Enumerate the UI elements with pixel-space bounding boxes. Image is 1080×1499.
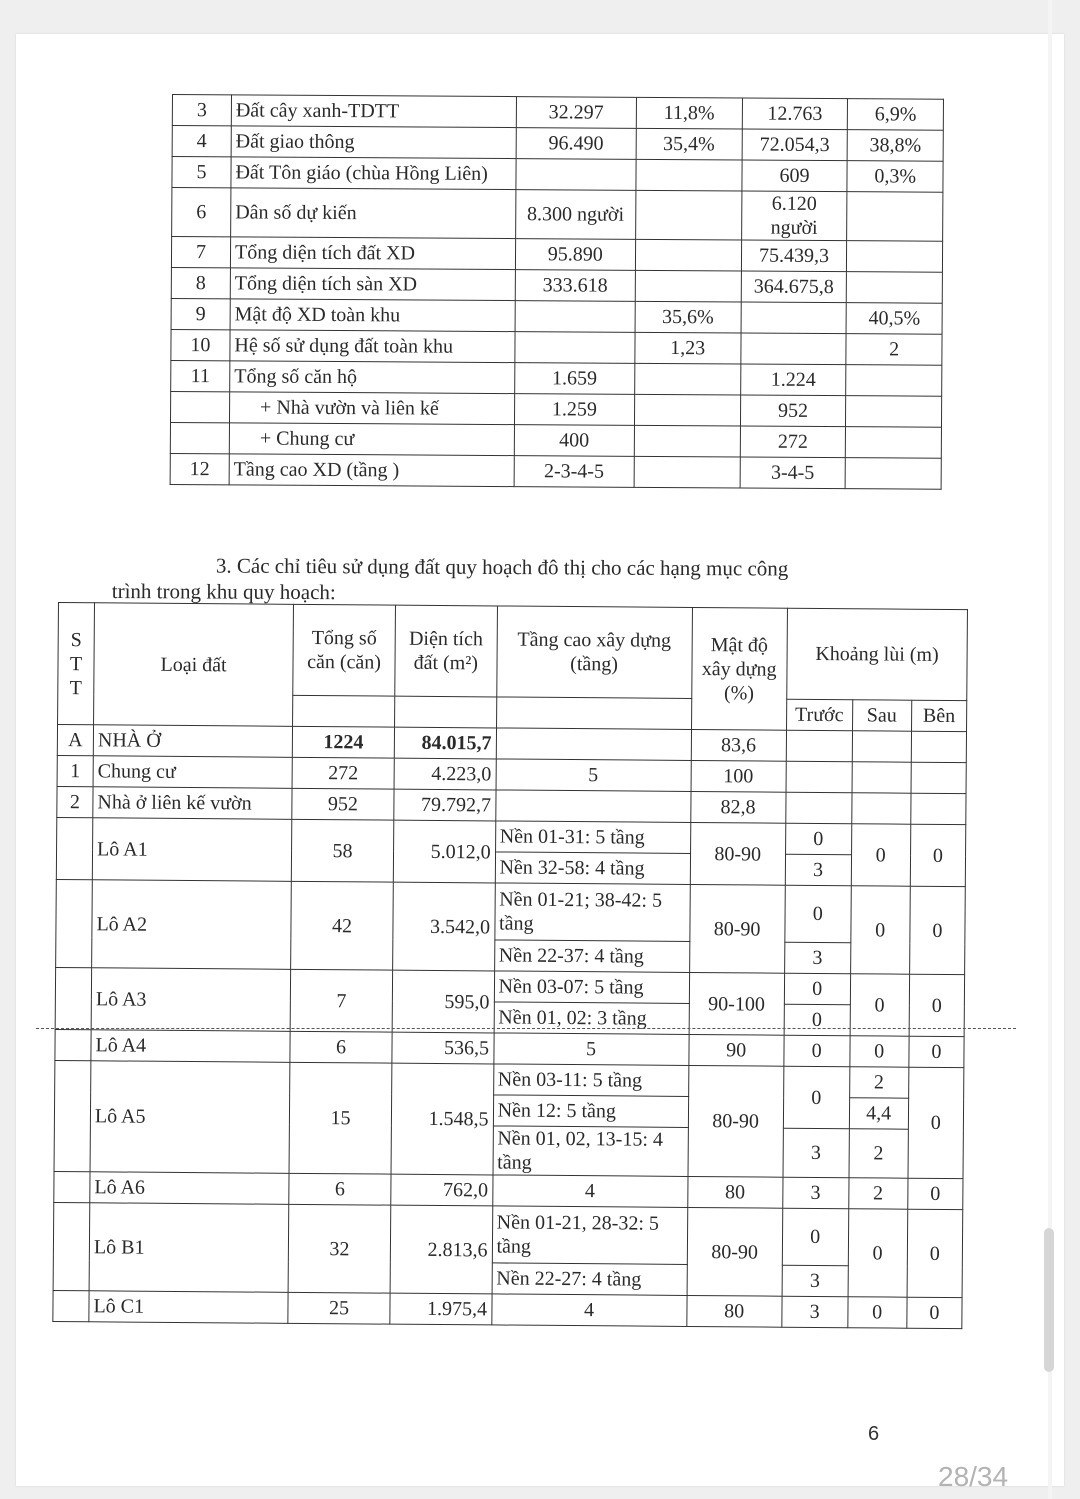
empty-cell: [55, 967, 92, 1029]
summary-row: [170, 422, 941, 458]
summary-cell-v1: 333.618: [515, 270, 635, 302]
summary-cell-v2: 72.054,3: [742, 129, 848, 161]
summary-cell-stt: 7: [171, 237, 230, 268]
lot-row: [57, 817, 966, 855]
summary-cell-label: Tổng diện tích đất XD: [230, 237, 515, 270]
lot-area: 1.975,4: [390, 1293, 492, 1325]
empty-cell: [54, 1171, 90, 1202]
empty-cell: [56, 817, 93, 879]
summary-row: [172, 95, 943, 131]
summary-cell-v2: [740, 333, 846, 365]
page-counter: 28/34: [938, 1461, 1009, 1492]
strike-line: [36, 1028, 1016, 1029]
group-cell-floors: 5: [496, 759, 691, 792]
lot-units: 58: [292, 819, 394, 882]
lot-sau: 0: [849, 1036, 909, 1067]
lot-row: [55, 1060, 964, 1098]
summary-cell-p1: [634, 456, 740, 488]
header-mat-do: Mật độ xây dựng (%): [691, 607, 787, 730]
lot-density: 80-90: [687, 1207, 783, 1296]
group-cell-density: 82,8: [690, 791, 786, 823]
lot-floors: 4: [491, 1294, 686, 1327]
lot-truoc: 0: [784, 1035, 850, 1067]
summary-cell-p2: [847, 272, 943, 304]
summary-cell-label: Đất cây xanh-TDTT: [231, 95, 516, 128]
lot-sau: 0: [851, 824, 911, 886]
header-khoang-lui: Khoảng lùi (m): [787, 608, 968, 700]
summary-cell-v1: 400: [514, 425, 634, 457]
lot-truoc: 0: [785, 885, 851, 943]
summary-cell-p1: 11,8%: [636, 97, 742, 129]
lot-sau: 0: [850, 974, 910, 1036]
lot-sau: 2: [849, 1129, 909, 1178]
scrollbar-thumb[interactable]: [1044, 1228, 1054, 1372]
summary-cell-v1: 8.300 người: [515, 190, 635, 240]
group-cell-density: 100: [691, 760, 787, 792]
summary-cell-v2: 272: [740, 426, 846, 458]
lot-name: Lô A2: [92, 880, 292, 970]
lot-sau: 0: [848, 1209, 908, 1297]
section-heading-line1: 3. Các chỉ tiêu sử dụng đất quy hoạch đô thị cho các hạng mục công: [215, 553, 789, 581]
lot-truoc: 3: [783, 1177, 849, 1209]
empty-cell: [53, 1202, 90, 1290]
summary-cell-label: Tổng diện tích sàn XD: [230, 268, 515, 301]
header-loai-dat: Loại đất: [94, 603, 294, 727]
lot-floors: Nền 03-11: 5 tầng: [493, 1064, 688, 1097]
group-cell-area: 84.015,7: [394, 727, 496, 759]
summary-cell-p2: [845, 458, 941, 490]
summary-cell-v1: 96.490: [516, 128, 636, 160]
empty-cell: [55, 1029, 91, 1060]
page-number: 6: [868, 1423, 880, 1445]
header-spacer: [293, 695, 395, 727]
group-cell-area: 4.223,0: [394, 758, 496, 790]
empty-cell: [53, 1290, 89, 1321]
empty-cell: [54, 1060, 91, 1171]
summary-cell-v2: 952: [740, 395, 846, 427]
lot-ben: 0: [907, 1297, 962, 1328]
lot-floors: Nền 01-21, 28-32: 5 tầng: [492, 1206, 687, 1265]
summary-cell-p2: 6,9%: [848, 99, 944, 131]
lot-density: 80-90: [688, 1065, 784, 1177]
lot-name: Lô A4: [91, 1030, 290, 1063]
summary-row: [172, 157, 943, 193]
summary-cell-v1: [516, 159, 636, 191]
lot-truoc: 0: [782, 1208, 848, 1266]
lot-truoc: 0: [784, 1004, 850, 1036]
lot-units: 15: [289, 1062, 392, 1174]
header-sau: Sau: [852, 700, 912, 731]
summary-cell-v1: [515, 332, 635, 364]
group-cell-name: NHÀ Ở: [93, 725, 292, 758]
summary-cell-label: + Chung cư: [229, 423, 514, 456]
summary-row: [171, 329, 942, 365]
summary-cell-label: Hệ số sử dụng đất toàn khu: [230, 330, 515, 363]
lot-ben: 0: [907, 1209, 963, 1297]
summary-cell-v1: 1.659: [514, 363, 634, 395]
empty-cell: [911, 731, 966, 762]
lot-row: [53, 1290, 962, 1328]
summary-cell-p2: 2: [846, 334, 942, 366]
lot-floors: Nền 01-21; 38-42: 5 tầng: [494, 883, 689, 942]
summary-row: [171, 360, 942, 396]
lot-density: 80: [687, 1176, 783, 1208]
summary-cell-stt: 11: [171, 360, 230, 391]
summary-row: [170, 391, 941, 427]
empty-cell: [911, 762, 966, 793]
summary-cell-p2: [846, 427, 942, 459]
summary-cell-stt: [170, 422, 229, 453]
lot-sau: 0: [850, 886, 910, 974]
lot-row: [56, 879, 965, 943]
summary-cell-p1: 1,23: [635, 332, 741, 364]
summary-cell-p1: [635, 239, 741, 271]
summary-row: [171, 237, 942, 273]
summary-cell-stt: 6: [172, 188, 231, 237]
group-cell-density: 83,6: [691, 729, 787, 761]
summary-cell-stt: 4: [172, 126, 231, 157]
lot-truoc: 0: [785, 823, 851, 855]
lot-sau: 0: [847, 1297, 907, 1328]
summary-cell-p2: [847, 241, 943, 273]
lot-floors: Nền 03-07: 5 tầng: [494, 971, 689, 1004]
summary-cell-v2: 12.763: [742, 98, 848, 130]
lot-sau: 4,4: [849, 1098, 909, 1129]
lot-floors: Nền 32-58: 4 tầng: [495, 852, 690, 885]
group-cell-name: Chung cư: [93, 756, 292, 789]
lot-ben: 0: [909, 974, 965, 1036]
summary-cell-v2: 609: [741, 160, 847, 192]
group-cell-units: 272: [292, 757, 394, 789]
lot-density: 90: [688, 1034, 784, 1066]
group-cell-units: 1224: [292, 726, 394, 758]
summary-row: [171, 298, 942, 334]
lot-floors: 5: [493, 1033, 688, 1066]
lot-density: 80-90: [689, 884, 785, 973]
header-spacer: [496, 697, 691, 730]
summary-cell-p1: [635, 190, 741, 240]
summary-cell-stt: 3: [172, 95, 231, 126]
lot-truoc: 3: [783, 1128, 849, 1178]
document-page: [16, 34, 1064, 1486]
lot-ben: 0: [909, 1036, 964, 1067]
summary-cell-v1: [515, 301, 635, 333]
land-use-table: [52, 602, 968, 1329]
lot-truoc: 0: [784, 973, 850, 1005]
group-cell-area: 79.792,7: [394, 789, 496, 821]
lot-units: 7: [290, 969, 392, 1032]
summary-cell-v2: 364.675,8: [741, 271, 847, 303]
summary-cell-label: Đất Tôn giáo (chùa Hồng Liên): [231, 157, 516, 190]
empty-cell: [786, 761, 852, 793]
summary-cell-p1: [634, 363, 740, 395]
lot-ben: 0: [910, 824, 966, 886]
lot-sau: 2: [849, 1067, 909, 1098]
lot-area: 3.542,0: [393, 882, 495, 971]
lot-name: Lô A6: [90, 1172, 289, 1205]
empty-cell: [911, 793, 966, 824]
group-cell-stt: 1: [57, 755, 93, 786]
lot-truoc: 3: [782, 1265, 848, 1297]
header-row: [58, 603, 968, 701]
summary-table: [170, 94, 944, 490]
section-heading: [112, 552, 932, 608]
summary-cell-p1: 35,6%: [635, 301, 741, 333]
lot-area: 2.813,6: [390, 1205, 492, 1294]
lot-units: 25: [288, 1292, 390, 1324]
summary-cell-stt: [170, 391, 229, 422]
header-spacer: [394, 696, 496, 728]
summary-cell-p2: [846, 365, 942, 397]
summary-cell-v2: 3-4-5: [740, 457, 846, 489]
lot-ben: 0: [908, 1178, 963, 1209]
summary-cell-v1: 2-3-4-5: [514, 456, 634, 488]
summary-cell-p2: [847, 192, 943, 242]
summary-row: [172, 126, 943, 162]
summary-cell-stt: 12: [170, 453, 229, 484]
summary-cell-p1: [635, 270, 741, 302]
summary-cell-p2: [846, 396, 942, 428]
section-heading-line2: trình trong khu quy hoạch:: [111, 578, 336, 605]
header-truoc: Trước: [786, 699, 852, 731]
group-cell-units: 952: [292, 788, 394, 820]
group-cell-stt: A: [57, 725, 93, 756]
summary-cell-label: Tầng cao XD (tầng ): [229, 454, 514, 487]
lot-name: Lô C1: [89, 1291, 288, 1324]
summary-cell-v1: 95.890: [515, 239, 635, 271]
summary-cell-label: Dân số dự kiến: [231, 188, 516, 239]
lot-row: [53, 1202, 962, 1266]
lot-truoc: 3: [785, 854, 851, 886]
empty-cell: [852, 731, 912, 762]
empty-cell: [786, 730, 852, 762]
lot-truoc: 3: [782, 1296, 848, 1328]
summary-cell-v2: 75.439,3: [741, 240, 847, 272]
summary-row: [172, 188, 943, 242]
lot-sau: 2: [848, 1178, 908, 1209]
summary-cell-label: Mật độ XD toàn khu: [230, 299, 515, 332]
lot-density: 80-90: [690, 822, 786, 885]
lot-truoc: 3: [784, 942, 850, 974]
lot-floors: Nền 01-31: 5 tầng: [495, 821, 690, 854]
summary-cell-p2: 0,3%: [847, 161, 943, 193]
header-tong-so-can: Tổng số căn (căn): [293, 604, 395, 696]
summary-cell-v1: 1.259: [514, 394, 634, 426]
lot-units: 32: [288, 1204, 390, 1293]
summary-cell-p2: 38,8%: [847, 130, 943, 162]
summary-cell-v2: [741, 302, 847, 334]
empty-cell: [852, 762, 912, 793]
lot-floors: Nền 01, 02, 13-15: 4 tầng: [493, 1126, 688, 1177]
summary-row: [171, 267, 942, 303]
group-cell-name: Nhà ở liên kế vườn: [93, 787, 292, 820]
lot-units: 42: [291, 881, 393, 970]
lot-area: 1.548,5: [391, 1063, 494, 1175]
lot-name: Lô A1: [92, 818, 292, 882]
lot-area: 536,5: [392, 1032, 494, 1064]
header-dien-tich: Diện tích đất (m²): [395, 605, 497, 697]
group-cell-stt: 2: [57, 786, 93, 817]
summary-cell-label: Tổng số căn hộ: [230, 361, 515, 394]
lot-density: 80: [686, 1295, 782, 1327]
header-stt: S T T: [58, 603, 95, 725]
summary-cell-v1: 32.297: [516, 97, 636, 129]
lot-area: 595,0: [392, 970, 494, 1033]
lot-name: Lô A5: [90, 1061, 290, 1174]
lot-density: 90-100: [689, 972, 785, 1035]
summary-cell-stt: 8: [171, 267, 230, 298]
summary-cell-label: Đất giao thông: [231, 126, 516, 159]
empty-cell: [851, 793, 911, 824]
lot-units: 6: [289, 1173, 391, 1205]
summary-cell-stt: 9: [171, 298, 230, 329]
lot-floors: Nền 22-27: 4 tầng: [492, 1263, 687, 1296]
lot-ben: 0: [908, 1067, 964, 1178]
lot-ben: 0: [909, 886, 965, 974]
summary-cell-p1: [636, 159, 742, 191]
lot-area: 762,0: [391, 1174, 493, 1206]
lot-floors: 4: [492, 1175, 687, 1208]
summary-row: [170, 453, 941, 489]
empty-cell: [786, 792, 852, 824]
group-cell-floors: [495, 790, 690, 823]
summary-cell-stt: 10: [171, 329, 230, 360]
lot-truoc: 0: [783, 1066, 849, 1129]
summary-cell-p1: [634, 394, 740, 426]
summary-cell-v2: 1.224: [740, 364, 846, 396]
lot-units: 6: [290, 1031, 392, 1063]
lot-name: Lô B1: [89, 1203, 289, 1293]
lot-floors: Nền 12: 5 tầng: [493, 1095, 688, 1128]
lot-row: [55, 967, 964, 1005]
summary-cell-p2: 40,5%: [846, 303, 942, 335]
lot-area: 5.012,0: [393, 820, 495, 883]
header-tang-cao: Tầng cao xây dựng (tầng): [496, 606, 692, 699]
group-cell-floors: [496, 728, 691, 761]
header-ben: Bên: [911, 700, 966, 731]
summary-cell-p1: 35,4%: [636, 128, 742, 160]
summary-cell-p1: [634, 425, 740, 457]
lot-floors: Nền 01, 02: 3 tầng: [494, 1002, 689, 1035]
summary-cell-stt: 5: [172, 157, 231, 188]
lot-name: Lô A3: [91, 968, 291, 1032]
empty-cell: [56, 879, 93, 967]
summary-cell-v2: 6.120 người: [741, 191, 847, 241]
lot-floors: Nền 22-37: 4 tầng: [494, 940, 689, 973]
summary-cell-label: + Nhà vườn và liên kế: [229, 392, 514, 425]
